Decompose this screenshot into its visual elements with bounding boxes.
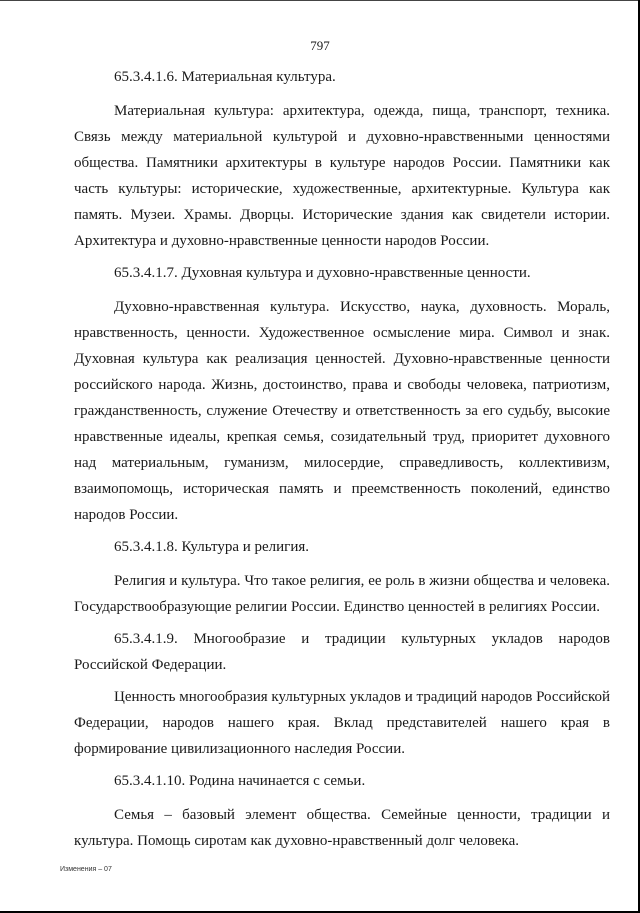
- section-body-6: Материальная культура: архитектура, одежда, пища, транспорт, техника. Связь между материальной культурой и духовно-нравственными ценностями общества. Памятники архитектуры в культуре народов России. Памятники как часть культуры: исторические, художественные, архитектурные. Культура как память. Музеи. Храмы. Дворцы. Исторические здания как свидетели истории. Архитектура и духовно-нравственные ценности народов России.: [74, 103, 610, 249]
- section-body-7: Духовно-нравственная культура. Искусство, наука, духовность. Мораль, нравственность, ценности. Художественное осмысление мира. Символ и знак. Духовная культура как реализация ценностей. Духовно-нравственные ценности российского народа. Жизнь, достоинство, права и свободы человека, патриотизм, гражданственность, служение Отечеству и ответственность за его судьбу, высокие нравственные идеалы, крепкая семья, созидательный труд, приоритет духовного над материальным, гуманизм, милосердие, справедливость, коллективизм, взаимопомощь, историческая память и преемственность поколений, единство народов России.: [74, 299, 610, 523]
- section-body-10: Семья – базовый элемент общества. Семейные ценности, традиции и культура. Помощь сиротам как духовно-нравственный долг человека.: [74, 807, 610, 849]
- section-heading-8: 65.3.4.1.8. Культура и религия.: [114, 539, 310, 555]
- document-content: [74, 64, 610, 860]
- section-body-8: Религия и культура. Что такое религия, ее роль в жизни общества и человека. Государствообразующие религии России. Единство ценностей в религиях России.: [74, 573, 610, 615]
- footer-revision-note: Изменения – 07: [60, 866, 112, 873]
- page-number: 797: [310, 38, 330, 53]
- section-body-9: Ценность многообразия культурных укладов и традиций народов Российской Федерации, народов нашего края. Вклад представителей нашего края в формирование цивилизационного наследия России.: [74, 689, 610, 757]
- section-heading-9: 65.3.4.1.9. Многообразие и традиции культурных укладов народов Российской Федерации.: [74, 631, 610, 673]
- section-heading-6: 65.3.4.1.6. Материальная культура.: [114, 69, 336, 85]
- scan-edge-top: [0, 0, 640, 1]
- section-heading-7: 65.3.4.1.7. Духовная культура и духовно-нравственные ценности.: [114, 265, 531, 281]
- section-heading-10: 65.3.4.1.10. Родина начинается с семьи.: [114, 773, 366, 789]
